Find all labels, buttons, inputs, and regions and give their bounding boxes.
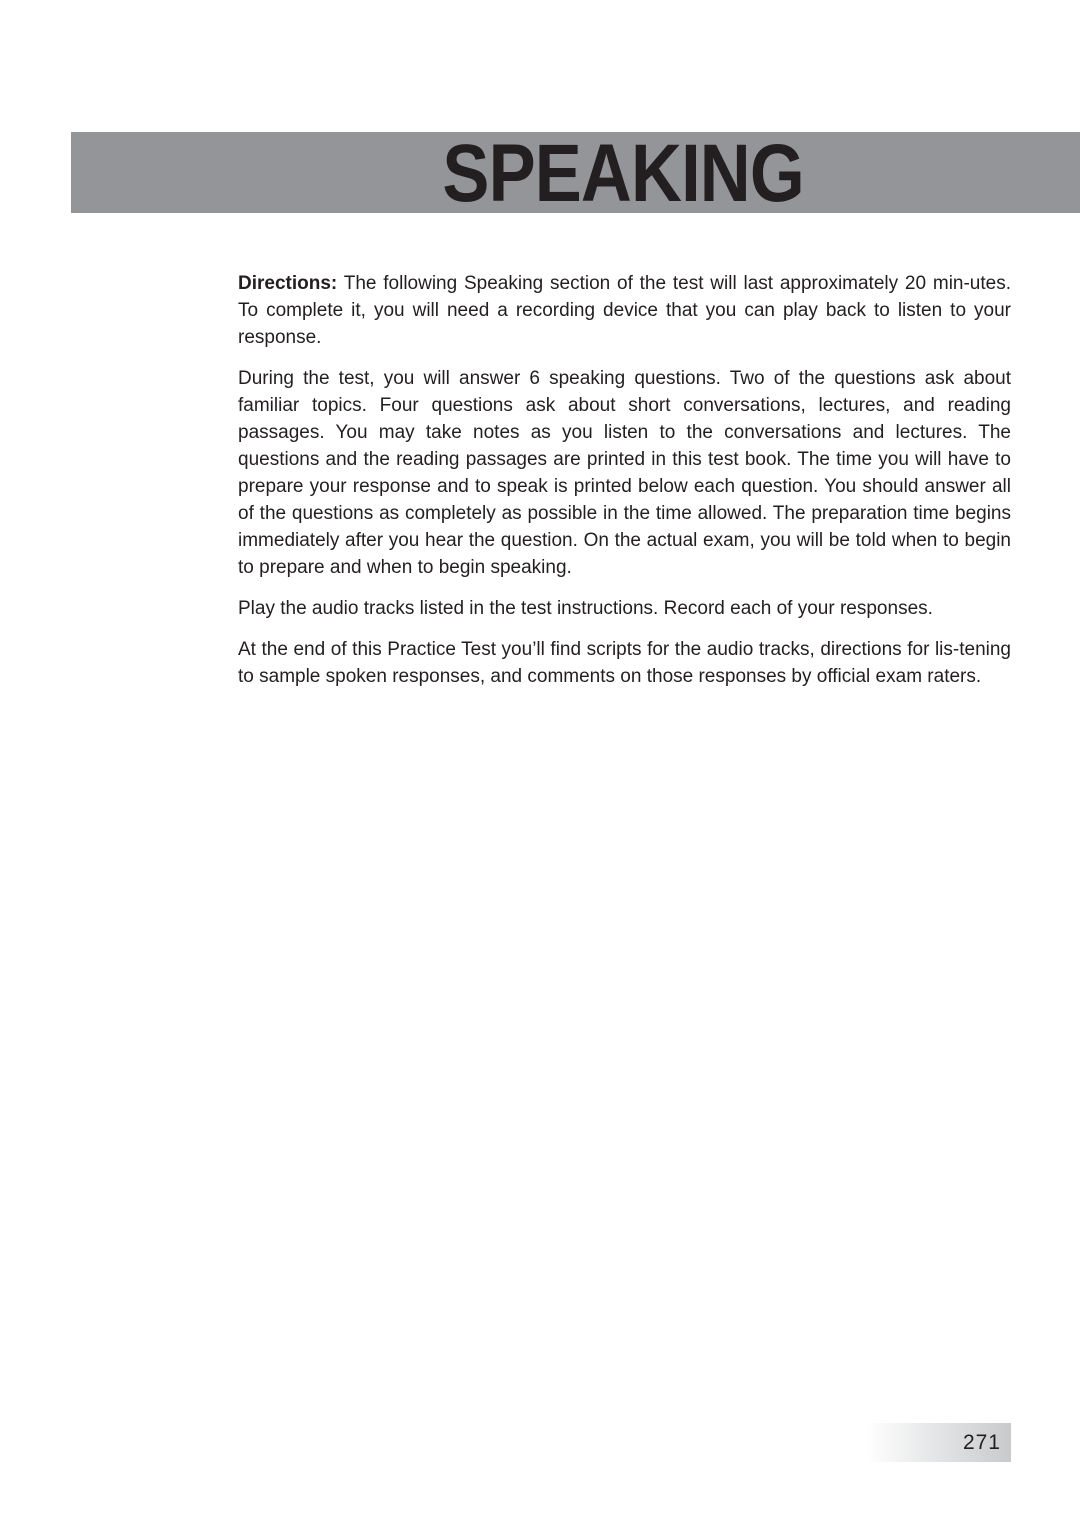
page-number: 271 [962, 1431, 1001, 1454]
paragraph-directions [238, 270, 1011, 351]
directions-block [238, 270, 1011, 704]
directions-label: Directions: [238, 273, 338, 294]
page-number-tab [866, 1423, 1011, 1462]
paragraph-test-overview: During the test, you will answer 6 speaking questions. Two of the questions ask about familiar topics. Four questions ask about short conversations, lectures, and reading passages. You may take notes as you listen to the conversations and lectures. The questions and the reading passages are printed in this test book. The time you will have to prepare your response and to speak is printed below each question. You should answer all of the questions as completely as possible in the time allowed. The preparation time begins immediately after you hear the question. On the actual exam, you will be told when to begin to prepare and when to begin speaking. [238, 368, 1011, 578]
paragraph-practice-test-note: At the end of this Practice Test you’ll find scripts for the audio tracks, directions for lis-tening to sample spoken responses, and comments on those responses by official exam raters. [238, 639, 1011, 687]
section-title: SPEAKING [442, 128, 804, 219]
directions-text: The following Speaking section of the test will last approximately 20 min-utes. To complete it, you will need a recording device that you can play back to listen to your response. [238, 273, 1011, 348]
paragraph-audio-instructions: Play the audio tracks listed in the test instructions. Record each of your responses. [238, 598, 933, 619]
